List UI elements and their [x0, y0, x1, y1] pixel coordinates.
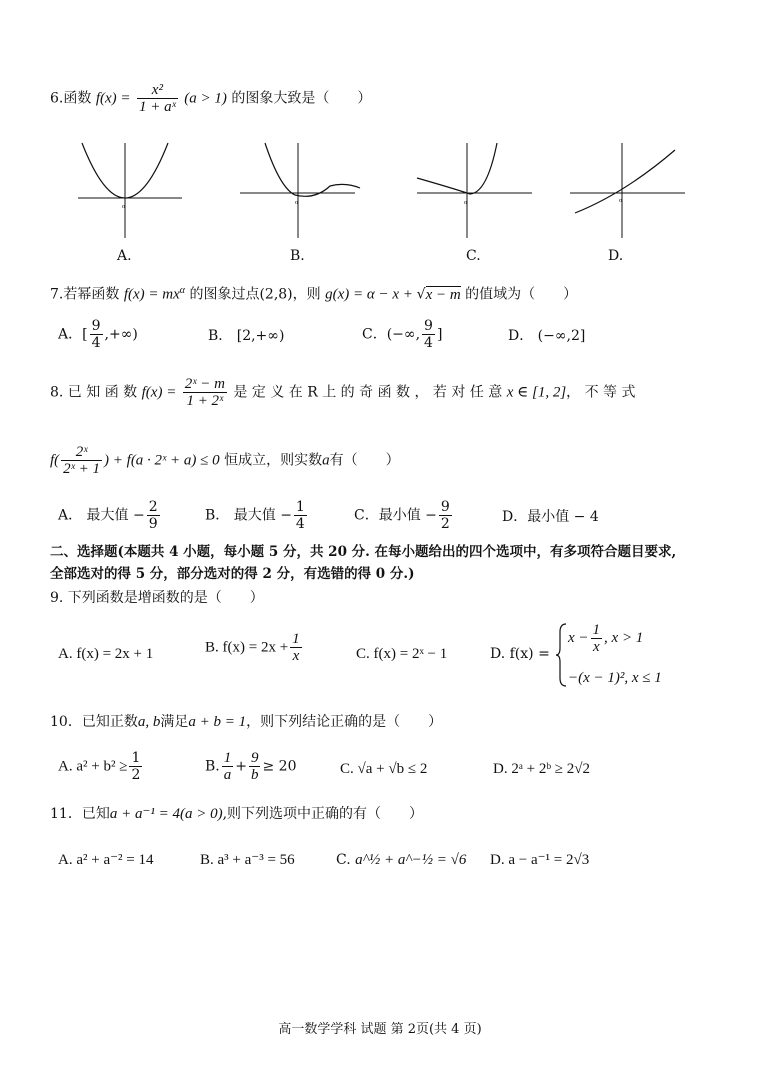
q9-option-d-case1-num: 1	[592, 622, 601, 638]
q7-option-a-num: 9	[91, 318, 101, 334]
q10-text1: 10．已知正数	[50, 714, 138, 730]
q7-option-a-frac	[90, 318, 103, 351]
q8-option-c	[354, 499, 454, 532]
q7-option-b: B． [2,+∞)	[208, 328, 285, 344]
q10-option-b-tail: ≥ 20	[262, 758, 297, 775]
q9-option-b-frac	[290, 631, 302, 664]
q11-option-d: D. a − a⁻¹ = 2√3	[490, 852, 590, 868]
q10-vars: a, b	[137, 714, 161, 730]
q11-option-c-expr: a^½ + a^−½ = √6	[355, 852, 467, 868]
q8-text3: ， 不 等 式	[566, 384, 636, 401]
q8-num: 2ˣ − m	[184, 376, 225, 392]
q7-exp1: α	[179, 285, 185, 296]
q6-graph-b-label: B.	[290, 248, 305, 264]
q7-stem	[50, 282, 577, 304]
q9-option-b-head: B. f(x) = 2x +	[205, 639, 289, 656]
q10-stem	[50, 713, 442, 731]
q8-option-d: D．最小值 − 4	[502, 509, 599, 525]
q6-stem	[50, 82, 371, 115]
q10-option-a-head: A. a² + b² ≥	[58, 758, 128, 775]
q8-text2: 是 定 义 在 R 上 的 奇 函 数 ， 若 对 任 意	[233, 384, 503, 401]
q6-lhs: f(x) =	[95, 90, 131, 107]
q10-option-a-frac	[129, 750, 142, 783]
q6-graph-a-label: A.	[117, 248, 132, 264]
section2-heading-line1: 二、选择题(本题共 4 小题，每小题 5 分，共 20 分. 在每小题给出的四个选项中，有多项符合题目要求,	[50, 544, 677, 560]
q7-option-a-label: A．	[58, 326, 83, 343]
q8-line2-frac	[61, 444, 102, 477]
q8-option-a-label: A． 最大值 −	[58, 507, 145, 524]
q9-option-b-den: x	[292, 648, 300, 664]
q10-option-a-den: 2	[131, 767, 141, 783]
q11-stem	[50, 805, 423, 823]
svg-text:o: o	[295, 200, 298, 206]
q7-option-a-open: [	[82, 326, 88, 343]
q10-option-b-frac1	[222, 750, 234, 783]
q9-option-d-case1-head: x −	[568, 629, 589, 646]
q8-line2-rest: ) + f(a · 2ˣ + a) ≤ 0	[104, 452, 220, 469]
q8-option-a-den: 9	[148, 516, 158, 532]
q11-option-b: B. a³ + a⁻³ = 56	[200, 852, 295, 868]
q8-line2-a: a	[322, 452, 330, 469]
q6-prefix: 6.函数	[50, 90, 92, 107]
q6-cond: (a > 1)	[184, 90, 227, 107]
q10-option-b-den2: b	[250, 767, 259, 783]
q8-stem-line2	[50, 444, 400, 477]
q9-option-d-head: D. f(x) =	[490, 646, 550, 662]
q9-option-d-case1-tail: , x > 1	[604, 629, 644, 646]
q6-num: x²	[137, 82, 178, 99]
q11-option-a: A. a² + a⁻² = 14	[58, 852, 154, 868]
q9-option-c: C. f(x) = 2ˣ − 1	[356, 646, 448, 662]
q8-line2-f: f(	[50, 452, 60, 469]
q10-option-b-num1: 1	[223, 750, 232, 766]
q10-text3: ，则下列结论正确的是（ ）	[246, 714, 443, 730]
q6-suffix: 的图象大致是（ ）	[231, 90, 372, 107]
q8-line2-den: 2ˣ + 1	[63, 461, 101, 477]
q8-option-b-num: 1	[295, 499, 305, 515]
q11-cond: a + a⁻¹ = 4(a > 0)	[109, 806, 223, 822]
q10-option-b-den1: a	[223, 767, 232, 783]
q8-option-a-num: 2	[148, 499, 158, 515]
q8-option-b-frac	[294, 499, 307, 532]
svg-text:o: o	[464, 200, 467, 206]
q7-option-c-label: C．	[362, 326, 387, 343]
q8-option-c-label: C．最小值 −	[354, 507, 437, 524]
q9-stem: 9. 下列函数是增函数的是（ ）	[50, 590, 264, 606]
q8-option-c-num: 9	[440, 499, 450, 515]
q7-option-c-head: (−∞,	[386, 326, 421, 343]
q8-option-a	[58, 499, 162, 532]
q8-option-c-frac	[439, 499, 452, 532]
q9-option-b	[205, 631, 304, 664]
q6-graph-b	[235, 138, 365, 248]
q10-option-b	[205, 750, 296, 783]
q7-expr1: f(x) = mx	[123, 286, 180, 303]
q8-fraction	[183, 376, 227, 409]
q10-option-b-frac2	[249, 750, 261, 783]
q6-den: 1 + aˣ	[138, 99, 176, 115]
q7-text1: 7.若幂函数	[50, 286, 120, 303]
q7-text3: ，则	[292, 286, 321, 303]
q9-option-b-num: 1	[292, 631, 300, 647]
q8-option-c-den: 2	[440, 516, 450, 532]
q7-text2: 的图象过点	[189, 286, 260, 303]
q8-lhs: f(x) =	[141, 384, 177, 401]
q7-option-c-num: 9	[424, 318, 433, 334]
q8-cond: x ∈ [1, 2]	[506, 384, 567, 401]
q11-text1: 11．已知	[50, 806, 110, 822]
q7-option-c-den: 4	[424, 335, 433, 351]
page-footer: 高一数学学科 试题 第 2页(共 4 页)	[278, 1022, 482, 1037]
q8-den: 1 + 2ˣ	[186, 393, 224, 409]
q10-option-b-label: B.	[205, 758, 220, 775]
q9-option-d-case2: −(x − 1)², x ≤ 1	[568, 670, 662, 686]
q6-graph-d-label: D.	[608, 248, 624, 264]
q8-stem-line1	[50, 376, 636, 409]
q10-text2: 满足	[160, 714, 189, 730]
q10-option-b-plus: +	[235, 758, 247, 775]
section2-heading-line2: 全部选对的得 5 分，部分选对的得 2 分，有选错的得 0 分.)	[50, 566, 415, 582]
q7-sqrt: x − m	[425, 286, 461, 303]
q6-graph-d	[565, 138, 695, 248]
q8-line2-text: 恒成立，则实数	[224, 452, 323, 469]
q8-line2-end: 有（ ）	[329, 452, 400, 469]
q9-option-d-case1	[568, 622, 643, 655]
q6-graph-c	[412, 138, 542, 248]
q11-text2: ,则下列选项中正确的有（ ）	[222, 806, 424, 822]
q8-option-b-den: 4	[295, 516, 305, 532]
q7-option-a-den: 4	[91, 335, 101, 351]
q7-option-d: D． (−∞,2]	[508, 328, 586, 344]
q10-option-d: D. 2ᵃ + 2ᵇ ≥ 2√2	[493, 761, 591, 777]
q11-option-c	[336, 851, 466, 869]
q10-option-a-num: 1	[131, 750, 141, 766]
q8-text1: 8. 已 知 函 数	[50, 384, 138, 401]
q9-option-d-case1-den: x	[592, 639, 600, 655]
q8-option-b-label: B． 最大值 −	[205, 507, 292, 524]
q11-option-c-label: C.	[336, 852, 351, 868]
q7-option-a	[58, 318, 138, 351]
q8-line2-num: 2ˣ	[61, 444, 102, 461]
q6-fraction	[137, 82, 178, 115]
q9-option-d-brace	[556, 622, 568, 688]
svg-text:o: o	[619, 198, 622, 204]
q7-point: (2,8)	[259, 286, 293, 303]
q7-text4: 的值域为（ ）	[465, 286, 578, 303]
q9-option-a: A. f(x) = 2x + 1	[58, 646, 154, 662]
q7-option-a-tail: ,+∞)	[104, 326, 138, 343]
q7-option-c	[362, 318, 442, 351]
q6-graph-a	[70, 138, 190, 248]
q6-graph-c-label: C.	[466, 248, 481, 264]
q8-option-b	[205, 499, 309, 532]
q7-expr2: g(x) = α − x +	[325, 286, 417, 303]
q10-cond: a + b = 1	[188, 714, 247, 730]
q10-option-b-num2: 9	[250, 750, 259, 766]
q7-sqrt-sign: √	[416, 286, 426, 303]
q10-option-a	[58, 750, 144, 783]
svg-text:o: o	[122, 204, 125, 210]
q8-option-a-frac	[147, 499, 160, 532]
q7-option-c-close: ]	[436, 326, 443, 343]
q7-option-c-frac	[422, 318, 435, 351]
q10-option-c: C. √a + √b ≤ 2	[340, 761, 428, 777]
q9-option-d-case1-frac	[591, 622, 603, 655]
